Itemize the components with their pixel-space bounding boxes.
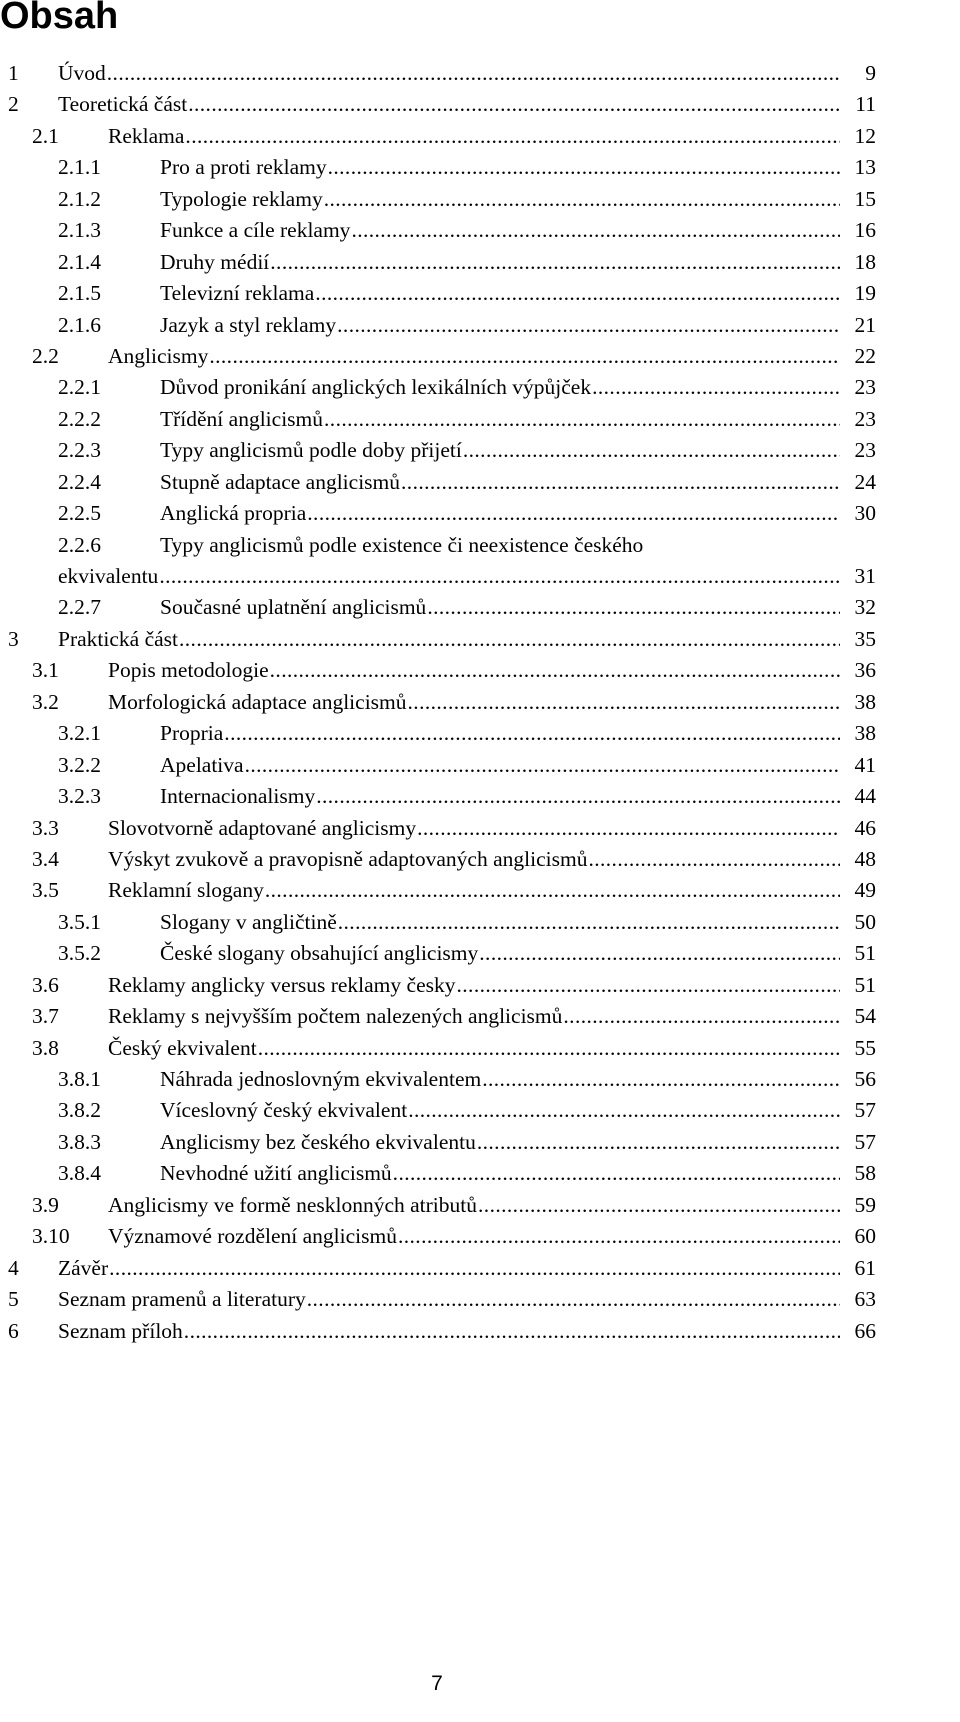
toc-entry[interactable]	[0, 687, 960, 718]
toc-entry-number: 3.5	[32, 878, 59, 903]
toc-entry-page: 57	[854, 1098, 876, 1123]
toc-entry-title: Typologie reklamy	[160, 186, 323, 211]
toc-entry-title: Víceslovný český ekvivalent	[160, 1098, 408, 1123]
toc-entry-page: 15	[854, 186, 876, 211]
toc-entry-number: 3.2.3	[58, 784, 101, 809]
dot-leader	[209, 341, 840, 372]
dot-leader	[159, 561, 840, 592]
toc-entry-title: Důvod pronikání anglických lexikálních výpůjček	[160, 375, 592, 400]
toc-entry-title: Český ekvivalent	[108, 1035, 257, 1060]
dot-leader	[315, 278, 840, 309]
toc-entry-number: 2.2.4	[58, 469, 101, 494]
toc-entry-page: 22	[854, 343, 876, 368]
dot-leader	[478, 1190, 840, 1221]
dot-leader	[479, 938, 840, 969]
toc-entry-page: 56	[854, 1067, 876, 1092]
toc-entry[interactable]	[0, 813, 960, 844]
toc-entry-number: 3.3	[32, 815, 59, 840]
toc-entry-page: 32	[854, 595, 876, 620]
toc-entry[interactable]	[0, 750, 960, 781]
toc-entry[interactable]	[0, 592, 960, 623]
toc-entry[interactable]	[0, 467, 960, 498]
toc-entry-title: Slovotvorně adaptované anglicismy	[108, 815, 417, 840]
toc-entry-page: 49	[854, 878, 876, 903]
toc-entry[interactable]	[0, 1001, 960, 1032]
toc-entry-title: Náhrada jednoslovným ekvivalentem	[160, 1067, 482, 1092]
dot-leader	[398, 1221, 840, 1252]
dot-leader	[184, 1316, 840, 1347]
toc-entry-number: 3.1	[32, 658, 59, 683]
toc-entry-title: Anglicismy	[108, 343, 209, 368]
toc-entry-page: 51	[854, 972, 876, 997]
toc-entry-page: 19	[854, 281, 876, 306]
toc-entry[interactable]	[0, 1158, 960, 1189]
dot-leader	[417, 813, 840, 844]
toc-entry-page: 31	[854, 564, 876, 589]
toc-entry-title: Současné uplatnění anglicismů	[160, 595, 427, 620]
toc-entry-number: 3.5.2	[58, 941, 101, 966]
dot-leader	[457, 970, 841, 1001]
toc-entry-title: České slogany obsahující anglicismy	[160, 941, 479, 966]
toc-entry-title: Nevhodné užití anglicismů	[160, 1161, 392, 1186]
toc-entry-number: 3.10	[32, 1224, 70, 1249]
toc-entry[interactable]	[0, 1095, 960, 1126]
toc-entry-page: 36	[854, 658, 876, 683]
toc-entry-title: Výskyt zvukově a pravopisně adaptovaných anglicismů	[108, 846, 588, 871]
toc-entry-number: 3.8.4	[58, 1161, 101, 1186]
toc-entry-title: Anglicismy bez českého ekvivalentu	[160, 1129, 476, 1154]
toc-entry[interactable]	[0, 310, 960, 341]
toc-entry[interactable]	[0, 530, 960, 593]
toc-entry-title: Závěr	[58, 1255, 109, 1280]
dot-leader	[179, 624, 840, 655]
toc-entry-title: Apelativa	[160, 752, 244, 777]
toc-entry-title: Úvod	[58, 61, 106, 85]
toc-entry-page: 18	[854, 249, 876, 274]
toc-entry-number: 3.9	[32, 1192, 59, 1217]
dot-leader	[592, 372, 840, 403]
dot-leader	[270, 655, 840, 686]
toc-entry[interactable]	[0, 655, 960, 686]
toc-entry-title: Třídění anglicismů	[160, 406, 324, 431]
dot-leader	[316, 781, 840, 812]
dot-leader	[351, 215, 840, 246]
toc-entry-title-continued: ekvivalentu	[58, 564, 159, 589]
toc-entry-page: 41	[854, 752, 876, 777]
toc-entry[interactable]	[0, 1221, 960, 1252]
dot-leader	[224, 718, 840, 749]
toc-entry-title: Jazyk a styl reklamy	[160, 312, 337, 337]
toc-entry-number: 2.1.5	[58, 281, 101, 306]
toc-entry-page: 60	[854, 1224, 876, 1249]
toc-entry-title: Internacionalismy	[160, 784, 316, 809]
toc-entry-number: 2.2	[32, 343, 59, 368]
dot-leader	[328, 152, 840, 183]
toc-entry-title: Stupně adaptace anglicismů	[160, 469, 401, 494]
dot-leader	[427, 592, 840, 623]
dot-leader	[393, 1158, 840, 1189]
dot-leader	[482, 1064, 840, 1095]
toc-entry-page: 11	[855, 92, 876, 117]
toc-entry-number: 3.4	[32, 846, 59, 871]
toc-entry-page: 35	[854, 626, 876, 651]
toc-entry[interactable]	[0, 58, 960, 89]
toc-entry-number: 3.8.3	[58, 1129, 101, 1154]
toc-entry-number: 2.2.7	[58, 595, 101, 620]
toc-entry-title: Typy anglicismů podle doby přijetí	[160, 438, 462, 463]
toc-entry-page: 48	[854, 846, 876, 871]
toc-entry-page: 50	[854, 909, 876, 934]
toc-entry-title: Seznam pramenů a literatury	[58, 1287, 306, 1312]
toc-entry-number: 3.2.2	[58, 752, 101, 777]
toc-entry-number: 2.2.3	[58, 438, 101, 463]
toc-entry-page: 44	[854, 784, 876, 809]
page-number: 7	[431, 1672, 443, 1695]
toc-entry-page: 58	[854, 1161, 876, 1186]
dot-leader	[588, 844, 840, 875]
toc-entry-title: Anglicismy ve formě nesklonných atributů	[108, 1192, 478, 1217]
toc-entry[interactable]	[0, 718, 960, 749]
dot-leader	[107, 58, 840, 89]
dot-leader	[307, 498, 840, 529]
toc-entry-number: 3.8.2	[58, 1098, 101, 1123]
toc-entry-number: 3	[8, 626, 19, 651]
toc-entry-number: 2.1.4	[58, 249, 101, 274]
toc-entry-page: 63	[854, 1287, 876, 1312]
toc-entry-title: Reklama	[108, 123, 185, 148]
toc-entry[interactable]	[0, 341, 960, 372]
dot-leader	[477, 1127, 840, 1158]
toc-entry[interactable]	[0, 1033, 960, 1064]
toc-entry-title: Reklamy s nejvyšším počtem nalezených anglicismů	[108, 1004, 563, 1029]
dot-leader	[463, 435, 840, 466]
toc-entry-number: 3.6	[32, 972, 59, 997]
toc-entry-page: 13	[854, 155, 876, 180]
toc-entry-title: Reklamní slogany	[108, 878, 264, 903]
toc-entry[interactable]	[0, 184, 960, 215]
toc-entry-number: 2.1	[32, 123, 59, 148]
toc-entry[interactable]	[0, 907, 960, 938]
toc-entry-title: Morfologická adaptace anglicismů	[108, 689, 407, 714]
toc-entry-number: 3.7	[32, 1004, 59, 1029]
toc-entry-number: 3.2.1	[58, 721, 101, 746]
toc-entry-title: Popis metodologie	[108, 658, 269, 683]
toc-entry-title: Reklamy anglicky versus reklamy česky	[108, 972, 456, 997]
toc-entry[interactable]	[0, 89, 960, 120]
toc-entry-number: 6	[8, 1318, 19, 1343]
toc-entry-page: 61	[854, 1255, 876, 1280]
toc-entry[interactable]	[0, 1316, 960, 1347]
toc-entry[interactable]	[0, 1253, 960, 1284]
dot-leader	[185, 121, 840, 152]
toc-entry-title: Seznam příloh	[58, 1318, 183, 1343]
dot-leader	[265, 875, 840, 906]
toc-entry-title: Typy anglicismů podle existence či neexistence českého	[160, 532, 644, 557]
toc-entry-number: 2.2.5	[58, 501, 101, 526]
toc-entry-page: 16	[854, 218, 876, 243]
toc-entry[interactable]	[0, 844, 960, 875]
toc-entry[interactable]	[0, 152, 960, 183]
toc-entry-number: 5	[8, 1287, 19, 1312]
toc-entry-number: 3.5.1	[58, 909, 101, 934]
dot-leader	[408, 1095, 840, 1126]
toc-entry[interactable]	[0, 781, 960, 812]
toc-entry[interactable]	[0, 970, 960, 1001]
toc-entry-title: Pro a proti reklamy	[160, 155, 327, 180]
dot-leader	[408, 687, 840, 718]
dot-leader	[401, 467, 840, 498]
toc-entry-number: 2	[8, 92, 19, 117]
toc-entry-title: Televizní reklama	[160, 281, 315, 306]
toc-entry-title: Praktická část	[58, 626, 178, 651]
toc-entry[interactable]	[0, 1127, 960, 1158]
toc-entry-page: 9	[865, 61, 876, 85]
toc-entry[interactable]	[0, 215, 960, 246]
toc-entry-page: 57	[854, 1129, 876, 1154]
toc-entry-number: 4	[8, 1255, 19, 1280]
toc-entry[interactable]	[0, 938, 960, 969]
toc-entry-page: 66	[854, 1318, 876, 1343]
toc-entry-title: Teoretická část	[58, 92, 188, 117]
toc-entry-number: 2.1.1	[58, 155, 101, 180]
toc-entry-number: 3.8	[32, 1035, 59, 1060]
toc-entry-page: 54	[854, 1004, 876, 1029]
dot-leader	[270, 247, 840, 278]
toc-entry[interactable]	[0, 498, 960, 529]
toc-entry-page: 23	[854, 406, 876, 431]
toc-entry[interactable]	[0, 121, 960, 152]
toc-entry-page: 12	[854, 123, 876, 148]
dot-leader	[324, 404, 840, 435]
dot-leader	[307, 1284, 840, 1315]
toc-entry[interactable]	[0, 372, 960, 403]
dot-leader	[324, 184, 840, 215]
dot-leader	[188, 89, 840, 120]
toc-entry-title: Druhy médií	[160, 249, 270, 274]
toc-entry[interactable]	[0, 404, 960, 435]
dot-leader	[109, 1253, 840, 1284]
toc-entry-title: Významové rozdělení anglicismů	[108, 1224, 397, 1249]
toc-entry[interactable]	[0, 435, 960, 466]
toc-entry-number: 2.2.2	[58, 406, 101, 431]
toc-entry-title: Slogany v angličtině	[160, 909, 337, 934]
page-title: Obsah	[0, 0, 119, 37]
toc-entry[interactable]	[0, 1190, 960, 1221]
toc-entry-page: 59	[854, 1192, 876, 1217]
dot-leader	[258, 1033, 840, 1064]
toc-entry-page: 21	[854, 312, 876, 337]
toc-entry-number: 3.8.1	[58, 1067, 101, 1092]
toc-entry[interactable]	[0, 247, 960, 278]
toc-entry-page: 51	[854, 941, 876, 966]
toc-entry-number: 1	[8, 61, 19, 85]
toc-entry-number: 2.1.2	[58, 186, 101, 211]
toc-entry-page: 30	[854, 501, 876, 526]
toc-entry-number: 2.2.1	[58, 375, 101, 400]
dot-leader	[563, 1001, 840, 1032]
toc-entry-page: 23	[854, 438, 876, 463]
dot-leader	[337, 310, 840, 341]
toc-entry-page: 24	[854, 469, 876, 494]
toc-entry[interactable]	[0, 875, 960, 906]
toc-entry[interactable]	[0, 1284, 960, 1315]
toc-entry-number: 2.1.3	[58, 218, 101, 243]
toc-entry-page: 46	[854, 815, 876, 840]
toc-entry-title: Funkce a cíle reklamy	[160, 218, 351, 243]
toc-entry-number: 2.2.6	[58, 532, 101, 557]
toc-entry-page: 23	[854, 375, 876, 400]
toc-entry-number: 3.2	[32, 689, 59, 714]
toc-entry-page: 38	[854, 721, 876, 746]
toc-entry-title: Propria	[160, 721, 224, 746]
dot-leader	[245, 750, 840, 781]
dot-leader	[338, 907, 840, 938]
table-of-contents	[0, 58, 960, 1347]
toc-entry-number: 2.1.6	[58, 312, 101, 337]
toc-entry[interactable]	[0, 624, 960, 655]
toc-entry-title: Anglická propria	[160, 501, 307, 526]
toc-entry[interactable]	[0, 1064, 960, 1095]
toc-entry-page: 55	[854, 1035, 876, 1060]
toc-entry[interactable]	[0, 278, 960, 309]
toc-entry-page: 38	[854, 689, 876, 714]
